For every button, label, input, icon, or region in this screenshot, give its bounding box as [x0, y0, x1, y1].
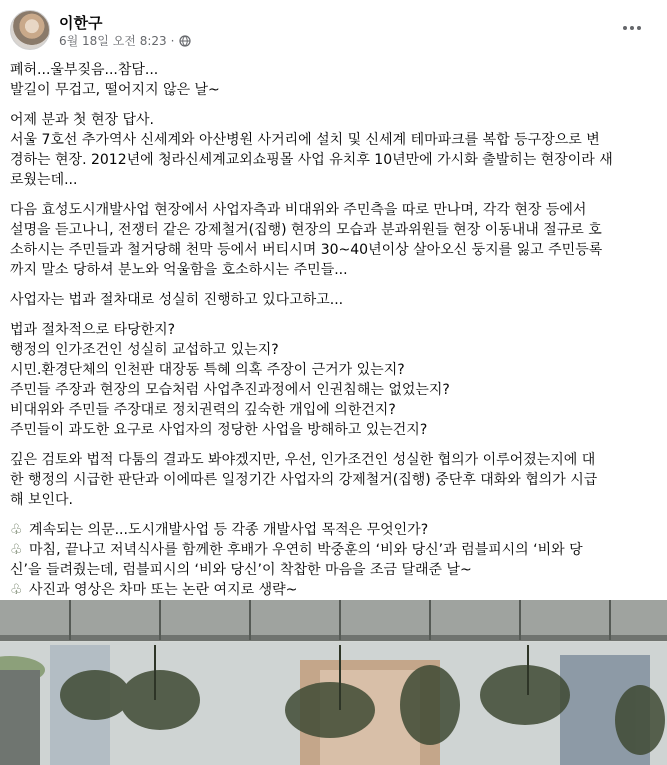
- text-line: 경하는 현장. 2012년에 청라신세계교외쇼핑몰 사업 유치후 10년만에 가시화 출발히는 현장이라 새: [10, 152, 613, 168]
- bullet-item: ♧ 마침, 끝나고 저녁식사를 함께한 후배가 우연히 박중훈의 ‘비와 당신’과 럼블피시의 ‘비와 당: [10, 542, 583, 558]
- question-item: 주민들이 과도한 요구로 사업자의 정당한 사업을 방해하고 있는건지?: [10, 422, 428, 438]
- site-visit-paragraph: [10, 110, 660, 190]
- post-header: [10, 10, 657, 52]
- question-item: 비대위와 주민들 주장대로 정치권력의 깊숙한 개입에 의한건지?: [10, 402, 396, 418]
- reflection-photo: [0, 600, 667, 765]
- text-line: 깊은 검토와 법적 다툼의 결과도 봐야겠지만, 우선, 인가조건인 성실한 협의가 이루어졌는지에 대: [10, 452, 596, 468]
- intro-paragraph: [10, 60, 660, 100]
- clover-icon: ♧: [10, 582, 23, 598]
- residents-paragraph: [10, 200, 660, 280]
- author-name[interactable]: 이한구: [59, 14, 103, 32]
- question-item: 행정의 인가조건인 성실히 교섭하고 있는지?: [10, 342, 279, 358]
- post-meta: [59, 32, 191, 49]
- text-line: 다음 효성도시개발사업 현장에서 사업자측과 비대위와 주민측을 따로 만나며, 각각 현장 등에서: [10, 202, 587, 218]
- text-line: 어제 분과 첫 현장 답사.: [10, 112, 154, 128]
- bullet-item-continued: 신’을 들려줬는데, 럼블피시의 ‘비와 당신’이 착찹한 마음을 조금 달래준 날~: [10, 562, 472, 578]
- text-line: 까지 말소 당하셔 분노와 억울함을 호소하시는 주민들...: [10, 262, 348, 278]
- intro-line: 발길이 무겁고, 떨어지지 않은 날~: [10, 82, 220, 98]
- post-text: [10, 60, 660, 610]
- operator-statement: [10, 290, 660, 310]
- intro-line: 폐허...울부짖음...참담...: [10, 62, 159, 78]
- text-line: 소하시는 주민들과 철거당해 천막 등에서 버티시며 30~40년이상 살아오신 둥지를 잃고 주민등록: [10, 242, 603, 258]
- post-photo[interactable]: [0, 600, 667, 765]
- text-line: 서울 7호선 추가역사 신세계와 아산병원 사거리에 설치 및 신세계 테마파크를 복합 등구장으로 변: [10, 132, 600, 148]
- globe-icon[interactable]: [179, 35, 191, 47]
- text-line: 해 보인다.: [10, 492, 73, 508]
- bullet-item: ♧ 사진과 영상은 차마 또는 논란 여지로 생략~: [10, 582, 298, 598]
- question-item: 시민.환경단체의 인천판 대장동 특혜 의혹 주장이 근거가 있는지?: [10, 362, 405, 378]
- text-line: 사업자는 법과 절차대로 성실히 진행하고 있다고하고...: [10, 292, 344, 308]
- question-item: 법과 절차적으로 타당한지?: [10, 322, 176, 338]
- question-list: [10, 320, 660, 440]
- clover-icon: ♧: [10, 522, 23, 538]
- post-timestamp[interactable]: 6월 18일 오전 8:23: [59, 34, 167, 48]
- question-item: 주민들 주장과 현장의 모습처럼 사업추진과정에서 인권침해는 없었는지?: [10, 382, 450, 398]
- meta-separator: ·: [170, 33, 175, 48]
- bullet-item: ♧ 계속되는 의문...도시개발사업 등 각종 개발사업 목적은 무엇인가?: [10, 522, 429, 538]
- avatar[interactable]: [10, 10, 50, 50]
- text-line: 로웠는데...: [10, 172, 78, 188]
- text-line: 한 행정의 시급한 판단과 이에따른 일정기간 사업자의 강제철거(집행) 중단후 대화와 협의가 시급: [10, 472, 598, 488]
- more-options-icon[interactable]: [617, 18, 647, 38]
- clover-icon: ♧: [10, 542, 23, 558]
- bullet-list: [10, 520, 660, 600]
- text-line: 설명을 듣고나니, 전쟁터 같은 강제철거(집행) 현장의 모습과 분과위원들 현장 이동내내 절규로 호: [10, 222, 602, 238]
- conclusion-paragraph: [10, 450, 660, 510]
